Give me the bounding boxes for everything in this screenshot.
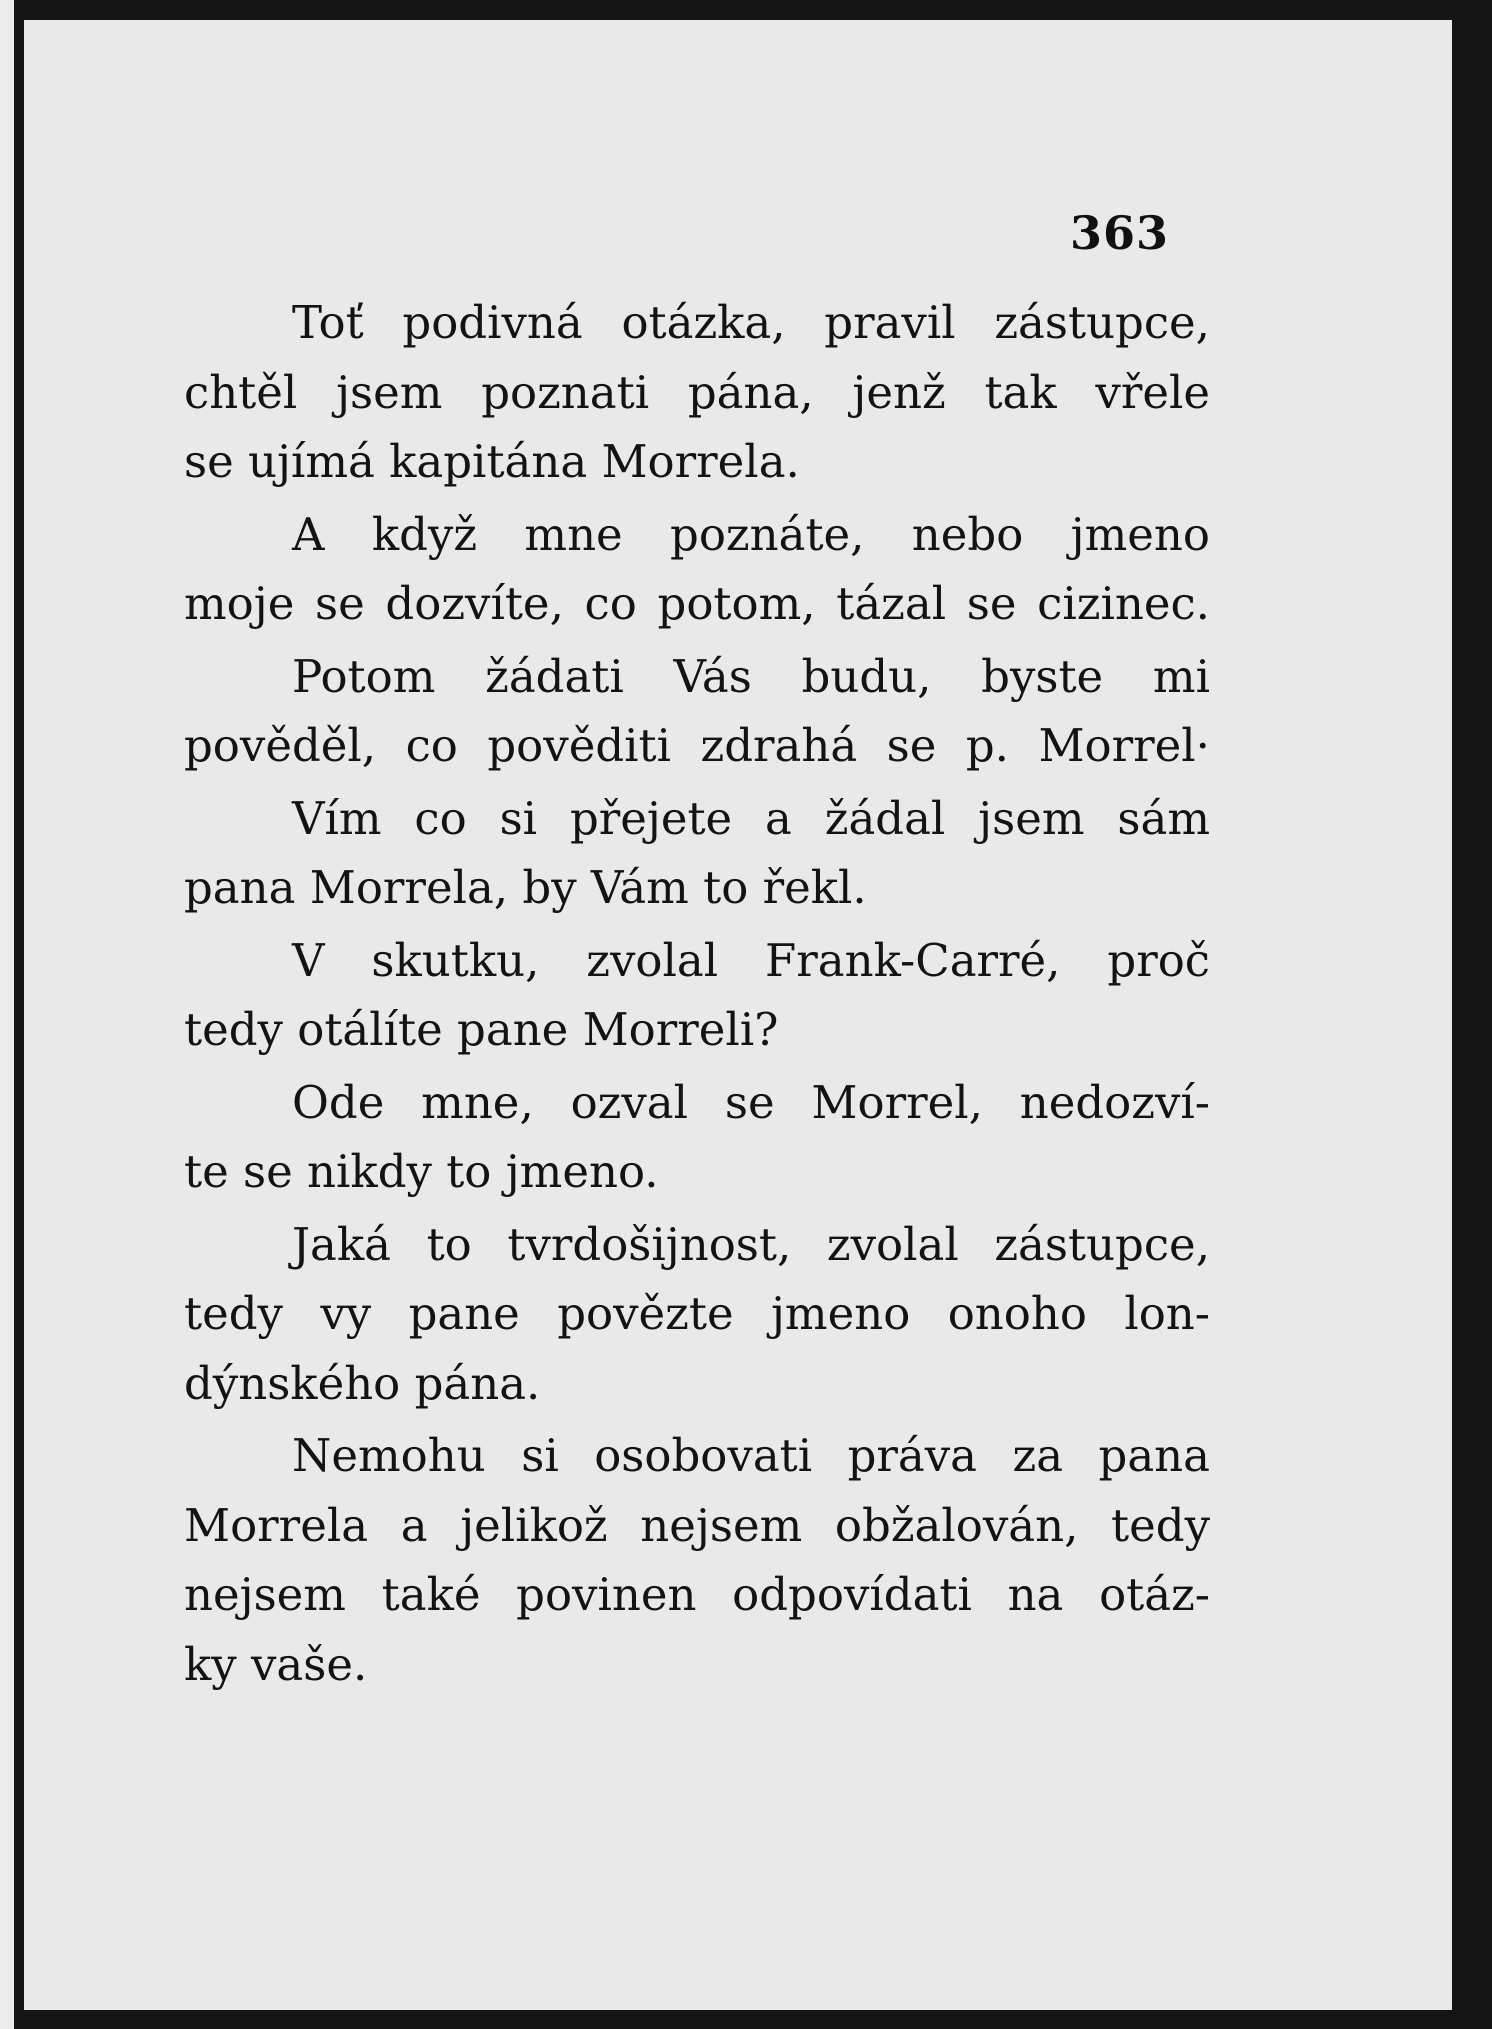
text-line: chtěl jsem poznati pána, jenž tak vřele: [184, 365, 1210, 419]
text-line: Nemohu si osobovati práva za pana: [292, 1429, 1210, 1482]
text-line: te se nikdy to jmeno.: [184, 1145, 659, 1198]
text-line: pana Morrela, by Vám to řekl.: [184, 861, 867, 914]
text-line: A když mne poznáte, nebo jmeno: [292, 507, 1210, 561]
book-page: [24, 20, 1452, 2010]
paragraph: [184, 784, 1210, 923]
paragraph: [184, 1210, 1210, 1419]
paragraph: [184, 500, 1210, 639]
page-number: 363: [1070, 206, 1170, 260]
text-line: Morrela a jelikož nejsem obžalován, tedy: [184, 1498, 1210, 1552]
paragraph: [184, 1421, 1210, 1699]
text-line: pověděl, co pověditi zdrahá se p. Morrel·: [184, 719, 1210, 772]
text-line: Potom žádati Vás budu, byste mi: [292, 649, 1210, 703]
text-line: tedy vy pane povězte jmeno onoho lon-: [184, 1287, 1210, 1340]
text-line: Ode mne, ozval se Morrel, nedozví-: [292, 1075, 1210, 1129]
paragraph: [184, 642, 1210, 781]
paragraph: [184, 926, 1210, 1065]
text-line: moje se dozvíte, co potom, tázal se cizinec.: [184, 577, 1210, 630]
text-line: V skutku, zvolal Frank-Carré, proč: [292, 933, 1210, 987]
text-line: se ujímá kapitána Morrela.: [184, 435, 800, 488]
text-line: nejsem také povinen odpovídati na otáz-: [184, 1568, 1210, 1621]
paragraph: [184, 288, 1210, 497]
text-line: dýnského pána.: [184, 1356, 541, 1410]
paragraph: [184, 1068, 1210, 1207]
body-text: [184, 288, 1210, 1702]
text-line: ky vaše.: [184, 1637, 368, 1691]
scan-edge: [0, 0, 14, 2029]
text-line: Vím co si přejete a žádal jsem sám: [292, 791, 1210, 845]
text-line: Jaká to tvrdošijnost, zvolal zástupce,: [292, 1217, 1210, 1271]
text-line: tedy otálíte pane Morreli?: [184, 1003, 779, 1056]
text-line: Toť podivná otázka, pravil zástupce,: [292, 296, 1210, 349]
